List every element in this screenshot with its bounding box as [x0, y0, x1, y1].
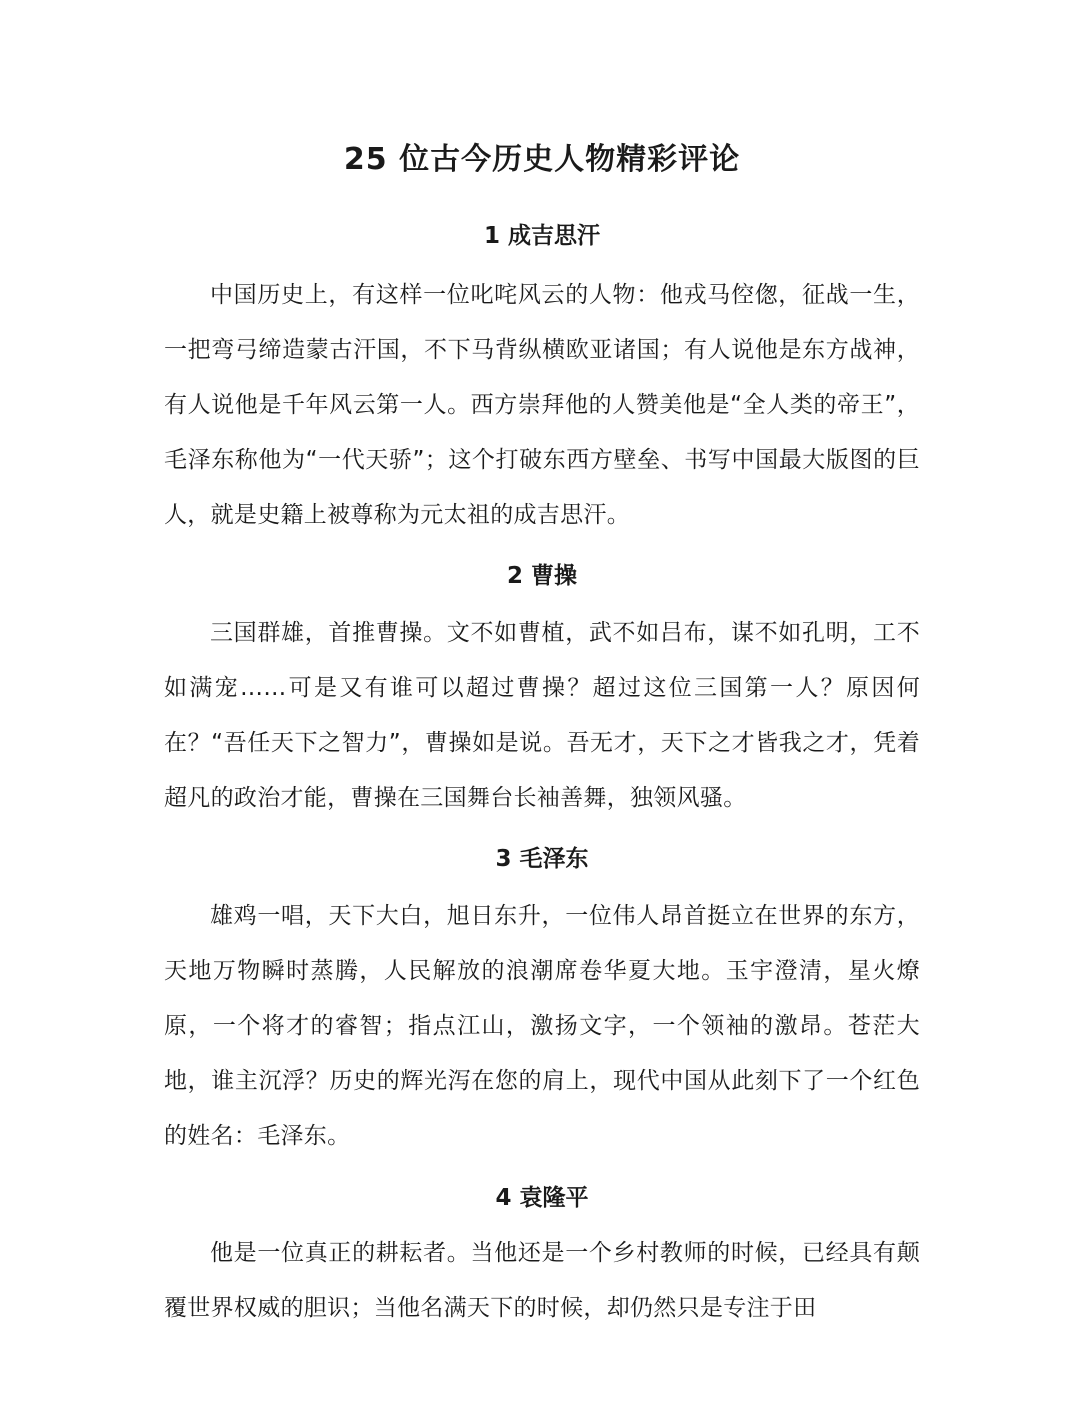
section-body-3: 雄鸡一唱，天下大白，旭日东升，一位伟人昂首挺立在世界的东方，天地万物瞬时蒸腾，人民解放的浪潮席卷华夏大地。玉宇澄清，星火燎原，一个将才的睿智；指点江山，激扬文字，一个领袖的激昂。苍茫大地，谁主沉浮？历史的辉光泻在您的肩上，现代中国从此刻下了一个红色的姓名：毛泽东。: [164, 903, 920, 1149]
section-body-1: 中国历史上，有这样一位叱咤风云的人物：他戎马倥偬，征战一生，一把弯弓缔造蒙古汗国，不下马背纵横欧亚诸国；有人说他是东方战神，有人说他是千年风云第一人。西方崇拜他的人赞美他是“全人类的帝王”，毛泽东称他为“一代天骄”；这个打破东西方壁垒、书写中国最大版图的巨人，就是史籍上被尊称为元太祖的成吉思汗。: [164, 282, 920, 528]
section-heading-2: 2 曹操: [506, 563, 577, 589]
section-heading-3: 3 毛泽东: [495, 846, 589, 872]
document-title: 25 位古今历史人物精彩评论: [343, 142, 741, 177]
section-heading-4: 4 袁隆平: [495, 1185, 589, 1211]
section-body-2: 三国群雄，首推曹操。文不如曹植，武不如吕布，谋不如孔明，工不如满宠……可是又有谁可以超过曹操？超过这位三国第一人？原因何在？“吾任天下之智力”，曹操如是说。吾无才，天下之才皆我之才，凭着超凡的政治才能，曹操在三国舞台长袖善舞，独领风骚。: [164, 620, 920, 811]
section-body-4: 他是一位真正的耕耘者。当他还是一个乡村教师的时候，已经具有颠覆世界权威的胆识；当他名满天下的时候，却仍然只是专注于田: [164, 1240, 920, 1321]
section-heading-1: 1 成吉思汗: [483, 223, 600, 249]
